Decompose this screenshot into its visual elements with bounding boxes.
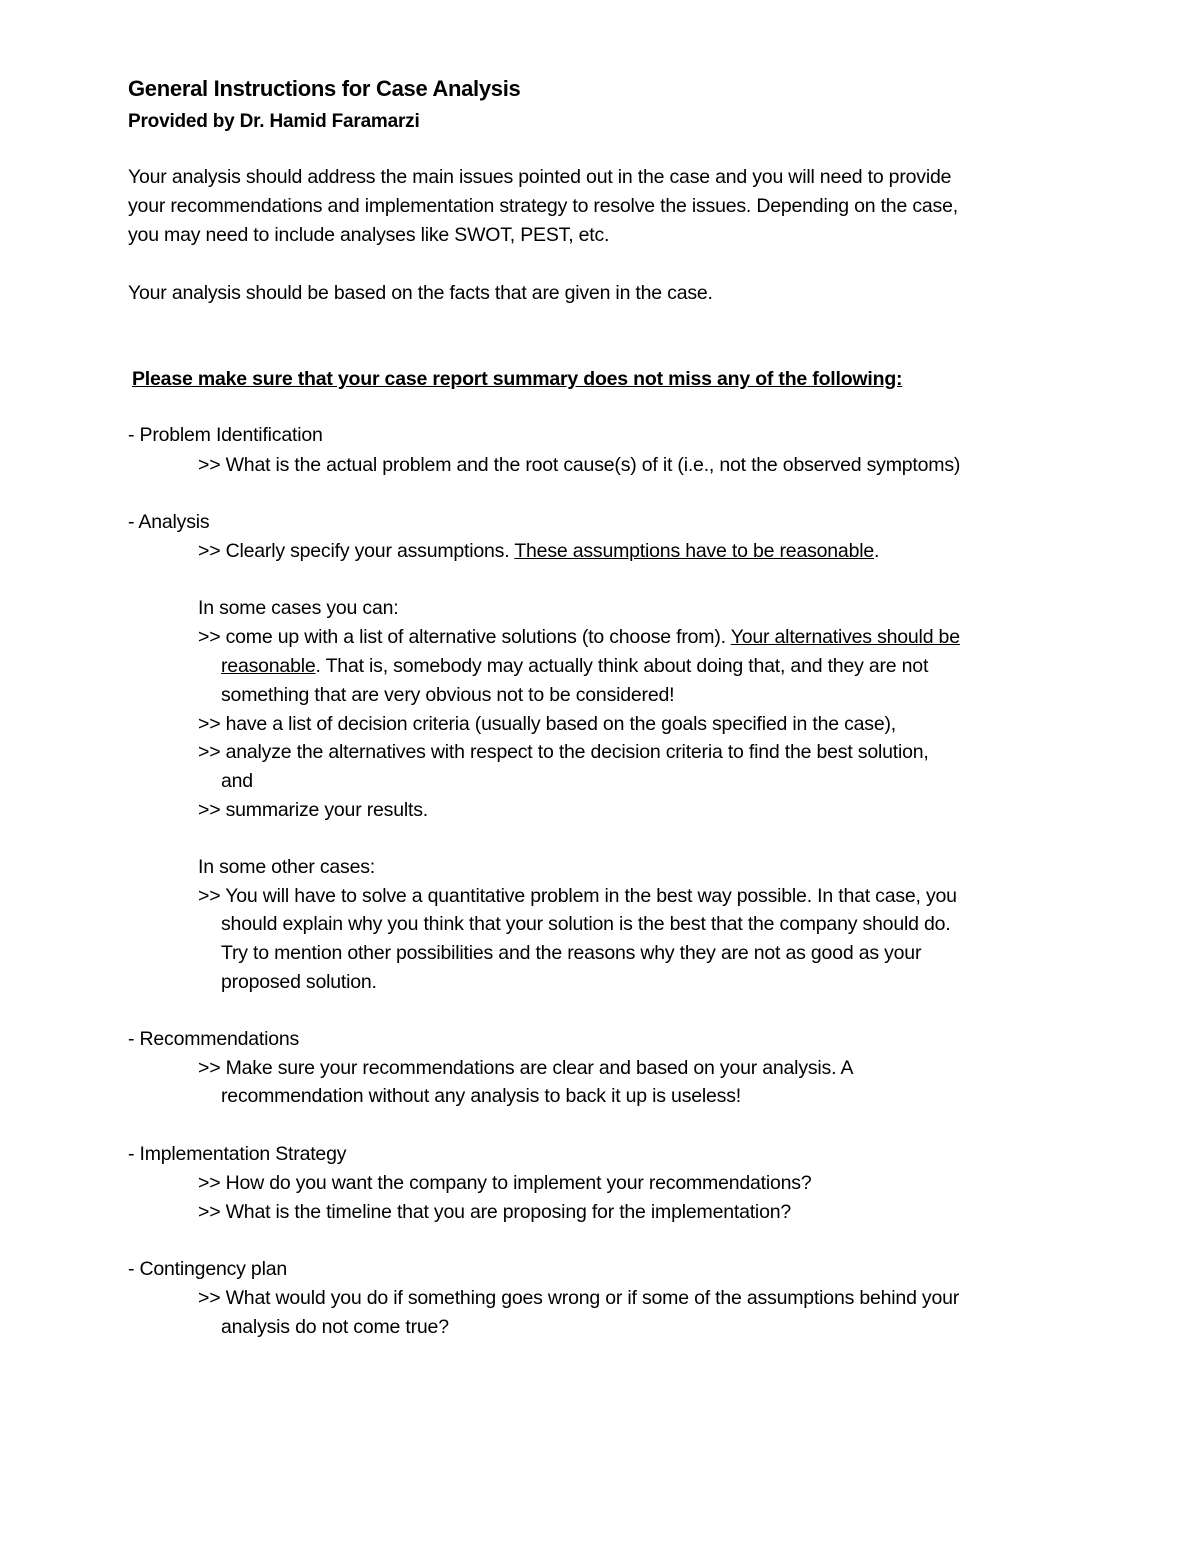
intro-line: you may need to include analyses like SWOT, PEST, etc.	[128, 224, 610, 246]
page-title: General Instructions for Case Analysis	[128, 76, 521, 101]
bullet-item: >> How do you want the company to implement your recommendations?	[198, 1172, 812, 1194]
section-heading-implementation: - Implementation Strategy	[128, 1143, 347, 1165]
underlined-text: Your alternatives should be	[730, 626, 960, 648]
bullet-item: >> analyze the alternatives with respect to the decision criteria to find the best solution,	[198, 741, 929, 763]
bullet-item: >> Make sure your recommendations are clear and based on your analysis. A	[198, 1057, 854, 1079]
section-heading-recommendations: - Recommendations	[128, 1028, 300, 1050]
bullet-item: >> summarize your results.	[198, 799, 428, 821]
subheading-other-cases: In some other cases:	[198, 856, 376, 878]
underlined-text: These assumptions have to be reasonable	[514, 540, 874, 562]
section-heading-contingency: - Contingency plan	[128, 1258, 287, 1280]
page-subtitle: Provided by Dr. Hamid Faramarzi	[128, 111, 420, 132]
intro-line: your recommendations and implementation strategy to resolve the issues. Depending on the case,	[128, 195, 958, 217]
bullet-item: >> What is the timeline that you are proposing for the implementation?	[198, 1201, 792, 1223]
bullet-item: >> have a list of decision criteria (usually based on the goals specified in the case),	[198, 713, 897, 735]
bullet-continuation: and	[221, 770, 253, 792]
checklist-heading: Please make sure that your case report summary does not miss any of the following:	[132, 368, 903, 390]
bullet-continuation: recommendation without any analysis to back it up is useless!	[221, 1085, 741, 1107]
bullet-continuation: Try to mention other possibilities and the reasons why they are not as good as your	[221, 942, 922, 964]
bullet-continuation	[221, 654, 928, 678]
bullet-continuation: should explain why you think that your solution is the best that the company should do.	[221, 913, 951, 935]
bullet-text: . That is, somebody may actually think about doing that, and they are not	[315, 655, 929, 677]
bullet-item	[198, 625, 960, 649]
facts-line: Your analysis should be based on the facts that are given in the case.	[128, 282, 713, 304]
bullet-text: >> Clearly specify your assumptions.	[198, 540, 515, 562]
bullet-item: >> What is the actual problem and the root cause(s) of it (i.e., not the observed symptoms)	[198, 454, 961, 476]
intro-line: Your analysis should address the main issues pointed out in the case and you will need to provide	[128, 166, 952, 188]
bullet-continuation: proposed solution.	[221, 971, 377, 993]
bullet-text: .	[874, 540, 880, 562]
bullet-item: >> What would you do if something goes wrong or if some of the assumptions behind your	[198, 1287, 960, 1309]
section-heading-analysis: - Analysis	[128, 511, 210, 533]
bullet-continuation: something that are very obvious not to be considered!	[221, 684, 675, 706]
bullet-item: >> You will have to solve a quantitative problem in the best way possible. In that case, you	[198, 885, 957, 907]
bullet-item	[198, 539, 879, 563]
bullet-continuation: analysis do not come true?	[221, 1316, 449, 1338]
section-heading-problem: - Problem Identification	[128, 424, 323, 446]
bullet-text: >> come up with a list of alternative solutions (to choose from).	[198, 626, 731, 648]
subheading-some-cases: In some cases you can:	[198, 597, 399, 619]
underlined-text: reasonable	[221, 655, 316, 677]
